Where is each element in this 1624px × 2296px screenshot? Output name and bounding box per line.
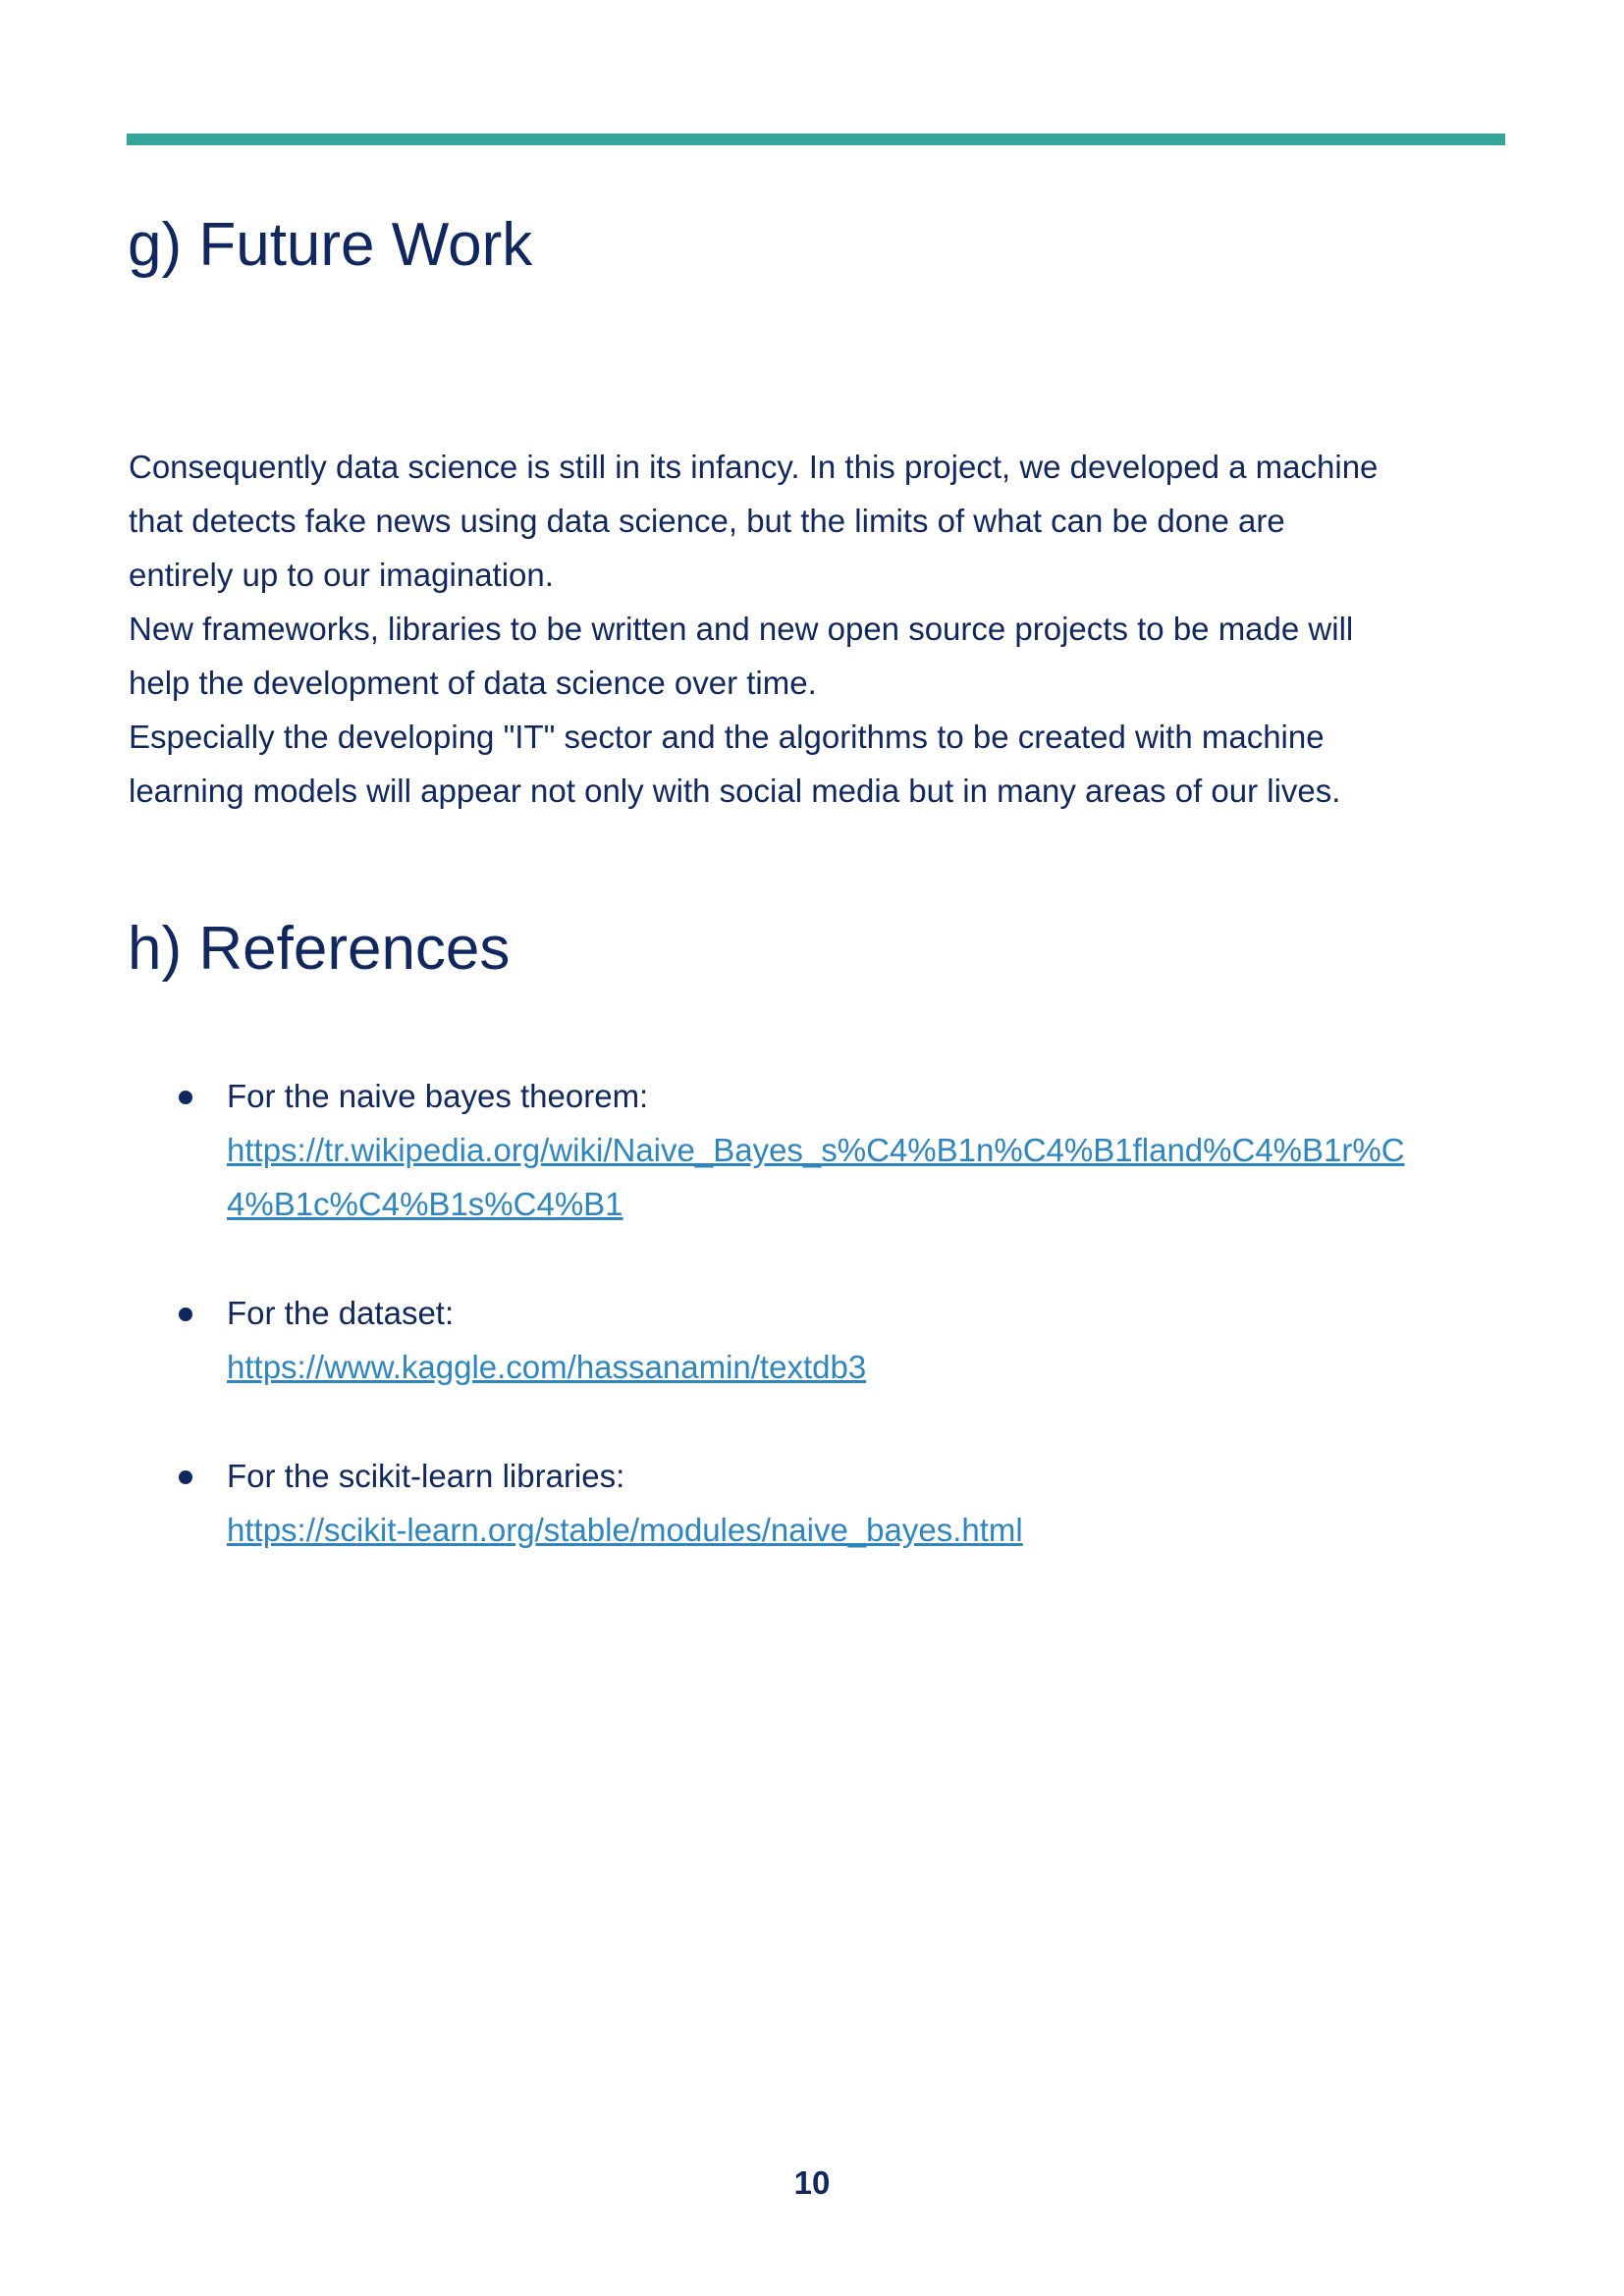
reference-label: For the naive bayes theorem: — [227, 1078, 649, 1114]
reference-link-kaggle[interactable]: https://www.kaggle.com/hassanamin/textdb3 — [227, 1349, 867, 1385]
future-work-heading: g) Future Work — [128, 211, 533, 279]
reference-link-wikipedia[interactable]: https://tr.wikipedia.org/wiki/Naive_Bayes_s%C4%B1n%C4%B1fland%C4%B1r%C — [227, 1132, 1405, 1168]
reference-label: For the dataset: — [227, 1295, 455, 1331]
references-heading: h) References — [128, 915, 511, 983]
page-number: 10 — [793, 2164, 831, 2201]
body-line: that detects fake news using data science, but the limits of what can be done are — [129, 503, 1285, 539]
future-work-body — [129, 440, 1503, 818]
bullet-icon — [179, 1091, 192, 1104]
bullet-icon — [179, 1470, 192, 1484]
body-line: entirely up to our imagination. — [129, 557, 554, 593]
reference-link-scikit-learn[interactable]: https://scikit-learn.org/stable/modules/naive_bayes.html — [227, 1512, 1023, 1548]
body-line: Consequently data science is still in its infancy. In this project, we developed a machine — [129, 449, 1379, 485]
bullet-icon — [179, 1308, 192, 1321]
reference-label: For the scikit-learn libraries: — [227, 1458, 625, 1494]
top-divider — [127, 133, 1505, 145]
body-line: New frameworks, libraries to be written and new open source projects to be made will — [129, 611, 1354, 647]
body-line: Especially the developing "IT" sector and the algorithms to be created with machine — [129, 719, 1325, 755]
body-line: learning models will appear not only with social media but in many areas of our lives. — [129, 773, 1341, 809]
body-line: help the development of data science over time. — [129, 665, 817, 701]
reference-link-wikipedia-continued[interactable]: 4%B1c%C4%B1s%C4%B1 — [227, 1186, 623, 1222]
